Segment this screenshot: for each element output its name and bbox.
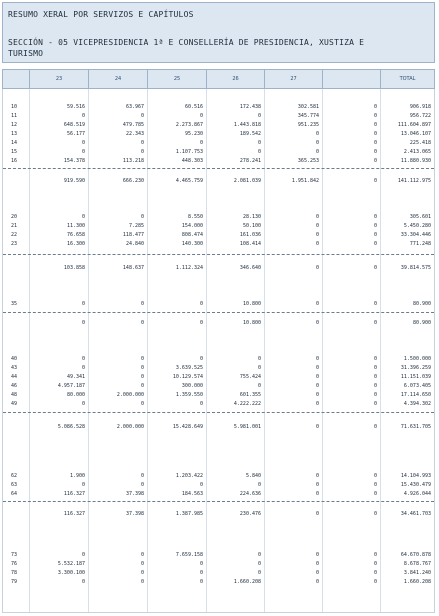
header-cell-26: 26 (232, 76, 239, 82)
row-value: 5.086.528 (57, 424, 85, 430)
table-header (2, 69, 435, 89)
row-value: 59.516 (66, 104, 85, 110)
row-value: 28.130 (242, 214, 261, 220)
row-value: 0 (257, 356, 261, 362)
row-code: 22 (11, 232, 18, 238)
row-value: 141.112.975 (397, 178, 431, 184)
header-cell-total: TOTAL (399, 76, 416, 82)
row-value: 0 (373, 320, 377, 326)
row-value: 956.722 (409, 113, 431, 119)
header-cell-blank (323, 70, 380, 88)
row-code: 48 (11, 392, 18, 398)
row-value: 0 (315, 131, 319, 137)
table-row (3, 481, 436, 490)
table-row (3, 382, 436, 391)
row-value: 0 (81, 482, 85, 488)
row-code: 76 (11, 561, 18, 567)
header-cell-code (3, 70, 29, 88)
row-value: 0 (257, 140, 261, 146)
row-value: 0 (81, 365, 85, 371)
row-value: 3.300.100 (57, 570, 85, 576)
row-value: 0 (315, 365, 319, 371)
row-value: 0 (373, 365, 377, 371)
report-title: RESUMO XERAL POR SERVIZOS E CAPÍTULOS (8, 10, 194, 19)
row-code: 62 (11, 473, 18, 479)
row-value: 80.900 (412, 301, 431, 307)
subtotal-separator (3, 254, 434, 255)
row-value: 0 (373, 491, 377, 497)
row-value: 0 (140, 356, 144, 362)
row-value: 0 (257, 570, 261, 576)
row-value: 0 (315, 401, 319, 407)
row-value: 771.248 (409, 241, 431, 247)
row-value: 0 (373, 482, 377, 488)
row-value: 2.081.039 (233, 178, 261, 184)
row-code: 16 (11, 158, 18, 164)
row-value: 0 (373, 356, 377, 362)
row-value: 17.114.650 (400, 392, 431, 398)
row-value: 0 (199, 561, 203, 567)
row-value: 300.000 (181, 383, 203, 389)
row-value: 0 (199, 579, 203, 585)
row-value: 0 (315, 552, 319, 558)
row-value: 0 (81, 214, 85, 220)
row-value: 0 (140, 579, 144, 585)
row-value: 346.640 (239, 265, 261, 271)
row-value: 0 (81, 579, 85, 585)
row-value: 1.107.753 (175, 149, 203, 155)
row-value: 0 (199, 356, 203, 362)
table-row (3, 364, 436, 373)
row-value: 0 (373, 140, 377, 146)
row-value: 16.300 (66, 241, 85, 247)
row-value: 1.500.000 (403, 356, 431, 362)
row-value: 0 (315, 149, 319, 155)
row-value: 60.516 (184, 104, 203, 110)
row-value: 39.814.575 (400, 265, 431, 271)
row-value: 154.000 (181, 223, 203, 229)
row-value: 1.660.208 (233, 579, 261, 585)
table-row (3, 139, 436, 148)
table-row (3, 578, 436, 587)
row-value: 49.341 (66, 374, 85, 380)
row-value: 0 (199, 570, 203, 576)
row-code (11, 264, 27, 273)
row-value: 0 (373, 552, 377, 558)
row-value: 140.300 (181, 241, 203, 247)
table-row (3, 148, 436, 157)
section-line-2: TURISMO (8, 49, 44, 58)
row-value: 0 (315, 140, 319, 146)
row-value: 0 (315, 214, 319, 220)
row-value: 0 (199, 140, 203, 146)
table-row (3, 373, 436, 382)
row-value: 1.951.842 (291, 178, 319, 184)
row-value: 0 (140, 301, 144, 307)
table-row (3, 355, 436, 364)
report-header (2, 2, 435, 63)
row-value: 4.394.302 (403, 401, 431, 407)
row-value: 6.073.405 (403, 383, 431, 389)
row-value: 755.424 (239, 374, 261, 380)
row-value: 0 (373, 223, 377, 229)
row-value: 0 (199, 401, 203, 407)
row-code (11, 423, 27, 432)
row-value: 0 (315, 265, 319, 271)
row-value: 230.476 (239, 511, 261, 517)
row-value: 0 (81, 401, 85, 407)
row-value: 0 (140, 149, 144, 155)
subtotal-separator (3, 312, 434, 313)
row-code: 23 (11, 241, 18, 247)
row-value: 0 (373, 104, 377, 110)
table-row (3, 240, 436, 249)
table-row (3, 112, 436, 121)
row-code (11, 319, 27, 328)
row-value: 0 (315, 491, 319, 497)
row-value: 0 (315, 424, 319, 430)
row-value: 0 (373, 374, 377, 380)
row-value: 111.604.897 (397, 122, 431, 128)
row-value: 50.100 (242, 223, 261, 229)
row-code: 15 (11, 149, 18, 155)
row-value: 0 (373, 511, 377, 517)
row-code: 79 (11, 579, 18, 585)
row-value: 0 (81, 320, 85, 326)
row-code (11, 510, 27, 519)
row-value: 1.387.985 (175, 511, 203, 517)
row-value: 5.840 (245, 473, 261, 479)
row-code: 44 (11, 374, 18, 380)
table-row (3, 400, 436, 409)
row-value: 14.104.993 (400, 473, 431, 479)
row-value: 5.981.001 (233, 424, 261, 430)
row-code: 14 (11, 140, 18, 146)
row-value: 184.563 (181, 491, 203, 497)
row-value: 278.241 (239, 158, 261, 164)
row-code: 20 (11, 214, 18, 220)
row-code: 46 (11, 383, 18, 389)
row-code: 21 (11, 223, 18, 229)
row-code: 11 (11, 113, 18, 119)
row-value: 0 (140, 113, 144, 119)
subtotal-row (3, 510, 436, 519)
row-value: 0 (373, 265, 377, 271)
row-value: 7.659.158 (175, 552, 203, 558)
table-row (3, 472, 436, 481)
row-value: 666.230 (122, 178, 144, 184)
row-value: 24.840 (125, 241, 144, 247)
row-value: 0 (373, 241, 377, 247)
section-line-1: SECCIÓN - 05 VICEPRESIDENCIA 1ª E CONSELLERÍA DE PRESIDENCIA, XUSTIZA E (8, 38, 365, 47)
row-code: 35 (11, 301, 18, 307)
row-value: 0 (81, 356, 85, 362)
row-code: 40 (11, 356, 18, 362)
row-value: 0 (257, 561, 261, 567)
row-value: 0 (315, 392, 319, 398)
row-value: 0 (373, 149, 377, 155)
row-value: 365.253 (297, 158, 319, 164)
row-code: 64 (11, 491, 18, 497)
row-value: 0 (140, 482, 144, 488)
data-table (2, 89, 435, 613)
subtotal-separator (3, 501, 434, 502)
row-value: 0 (315, 570, 319, 576)
row-value: 108.414 (239, 241, 261, 247)
row-value: 0 (81, 140, 85, 146)
row-value: 0 (373, 570, 377, 576)
row-value: 8.550 (187, 214, 203, 220)
row-value: 0 (373, 401, 377, 407)
table-row (3, 560, 436, 569)
row-value: 11.300 (66, 223, 85, 229)
row-value: 951.235 (297, 122, 319, 128)
row-value: 1.660.208 (403, 579, 431, 585)
row-value: 448.303 (181, 158, 203, 164)
row-value: 0 (315, 383, 319, 389)
subtotal-row (3, 319, 436, 328)
row-value: 56.177 (66, 131, 85, 137)
row-value: 479.785 (122, 122, 144, 128)
row-value: 13.046.107 (400, 131, 431, 137)
row-value: 0 (257, 149, 261, 155)
row-value: 0 (140, 401, 144, 407)
row-value: 0 (81, 301, 85, 307)
row-value: 0 (373, 383, 377, 389)
row-value: 0 (257, 113, 261, 119)
row-value: 0 (373, 131, 377, 137)
row-value: 2.000.000 (116, 392, 144, 398)
row-value: 0 (373, 214, 377, 220)
row-value: 0 (373, 122, 377, 128)
subtotal-row (3, 423, 436, 432)
row-value: 4.465.759 (175, 178, 203, 184)
row-code: 10 (11, 104, 18, 110)
row-value: 1.203.422 (175, 473, 203, 479)
header-cell-24: 24 (114, 76, 122, 82)
row-value: 10.129.574 (172, 374, 203, 380)
row-value: 8.678.767 (403, 561, 431, 567)
row-value: 189.542 (239, 131, 261, 137)
table-row (3, 569, 436, 578)
subtotal-row (3, 177, 436, 186)
row-value: 4.926.044 (403, 491, 431, 497)
row-value: 224.636 (239, 491, 261, 497)
row-value: 10.800 (242, 320, 261, 326)
header-cell-27: 27 (290, 76, 297, 82)
row-value: 0 (199, 301, 203, 307)
row-value: 0 (257, 383, 261, 389)
row-value: 0 (315, 511, 319, 517)
row-value: 0 (140, 383, 144, 389)
row-code: 73 (11, 552, 18, 558)
row-value: 11.880.930 (400, 158, 431, 164)
row-value: 0 (140, 374, 144, 380)
header-cell-23: 23 (55, 76, 63, 82)
row-value: 0 (315, 223, 319, 229)
row-value: 5.532.187 (57, 561, 85, 567)
row-value: 15.430.479 (400, 482, 431, 488)
row-value: 15.428.649 (172, 424, 203, 430)
row-value: 116.327 (63, 491, 85, 497)
row-value: 0 (81, 552, 85, 558)
table-row (3, 103, 436, 112)
row-code: 12 (11, 122, 18, 128)
row-value: 0 (315, 482, 319, 488)
row-value: 0 (199, 320, 203, 326)
row-value: 172.438 (239, 104, 261, 110)
row-value: 0 (81, 113, 85, 119)
row-value: 808.474 (181, 232, 203, 238)
row-value: 80.000 (66, 392, 85, 398)
subtotal-row (3, 264, 436, 273)
row-value: 0 (373, 392, 377, 398)
row-value: 225.418 (409, 140, 431, 146)
row-value: 0 (373, 301, 377, 307)
row-code: 13 (11, 131, 18, 137)
row-value: 0 (140, 561, 144, 567)
row-value: 0 (140, 214, 144, 220)
subtotal-separator (3, 168, 434, 169)
row-value: 64.670.878 (400, 552, 431, 558)
table-row (3, 222, 436, 231)
row-value: 31.396.259 (400, 365, 431, 371)
row-value: 1.443.818 (233, 122, 261, 128)
table-row (3, 213, 436, 222)
row-value: 1.112.324 (175, 265, 203, 271)
row-value: 0 (373, 178, 377, 184)
row-value: 0 (140, 365, 144, 371)
row-value: 71.631.705 (400, 424, 431, 430)
row-value: 0 (315, 232, 319, 238)
row-value: 0 (199, 482, 203, 488)
row-value: 5.450.280 (403, 223, 431, 229)
table-row (3, 300, 436, 309)
row-value: 0 (199, 113, 203, 119)
row-value: 161.036 (239, 232, 261, 238)
row-value: 37.398 (125, 491, 144, 497)
row-value: 0 (373, 579, 377, 585)
row-value: 3.841.240 (403, 570, 431, 576)
row-value: 118.477 (122, 232, 144, 238)
row-value: 0 (373, 424, 377, 430)
table-row (3, 157, 436, 166)
row-value: 154.378 (63, 158, 85, 164)
row-value: 648.519 (63, 122, 85, 128)
row-value: 305.601 (409, 214, 431, 220)
row-value: 0 (315, 356, 319, 362)
row-value: 95.230 (184, 131, 203, 137)
row-value: 919.590 (63, 178, 85, 184)
row-code: 49 (11, 401, 18, 407)
row-value: 4.957.187 (57, 383, 85, 389)
row-value: 0 (140, 320, 144, 326)
table-row (3, 551, 436, 560)
row-value: 1.900 (69, 473, 85, 479)
row-code: 63 (11, 482, 18, 488)
row-value: 0 (315, 320, 319, 326)
row-value: 4.222.222 (233, 401, 261, 407)
row-value: 0 (373, 561, 377, 567)
row-value: 0 (140, 570, 144, 576)
row-value: 0 (140, 552, 144, 558)
row-value: 0 (81, 149, 85, 155)
row-value: 0 (373, 113, 377, 119)
row-value: 345.774 (297, 113, 319, 119)
row-value: 0 (315, 579, 319, 585)
row-value: 2.273.867 (175, 122, 203, 128)
row-value: 11.151.039 (400, 374, 431, 380)
row-value: 80.900 (412, 320, 431, 326)
row-value: 0 (140, 473, 144, 479)
row-value: 3.639.525 (175, 365, 203, 371)
row-code: 78 (11, 570, 18, 576)
row-value: 1.359.550 (175, 392, 203, 398)
row-value: 103.858 (63, 265, 85, 271)
row-value: 0 (140, 140, 144, 146)
row-value: 22.343 (125, 131, 144, 137)
row-value: 0 (257, 482, 261, 488)
row-value: 0 (315, 561, 319, 567)
row-value: 0 (373, 473, 377, 479)
row-value: 0 (257, 552, 261, 558)
table-row (3, 130, 436, 139)
row-code (11, 177, 27, 186)
row-value: 63.967 (125, 104, 144, 110)
header-cell-25: 25 (173, 76, 181, 82)
row-value: 113.218 (122, 158, 144, 164)
row-value: 7.285 (128, 223, 144, 229)
row-value: 0 (315, 301, 319, 307)
table-row (3, 231, 436, 240)
row-value: 148.637 (122, 265, 144, 271)
row-value: 33.304.446 (400, 232, 431, 238)
table-row (3, 490, 436, 499)
row-value: 34.461.703 (400, 511, 431, 517)
row-value: 0 (373, 158, 377, 164)
row-value: 601.355 (239, 392, 261, 398)
row-value: 0 (315, 374, 319, 380)
subtotal-separator (3, 412, 434, 413)
row-value: 37.398 (125, 511, 144, 517)
table-row (3, 391, 436, 400)
row-value: 2.000.000 (116, 424, 144, 430)
section-title (8, 37, 433, 59)
row-value: 0 (257, 365, 261, 371)
row-value: 302.581 (297, 104, 319, 110)
row-value: 0 (315, 473, 319, 479)
table-row (3, 121, 436, 130)
row-code: 43 (11, 365, 18, 371)
row-value: 906.918 (409, 104, 431, 110)
row-value: 10.800 (242, 301, 261, 307)
row-value: 0 (315, 241, 319, 247)
row-value: 76.658 (66, 232, 85, 238)
row-value: 2.413.065 (403, 149, 431, 155)
row-value: 116.327 (63, 511, 85, 517)
row-value: 0 (373, 232, 377, 238)
